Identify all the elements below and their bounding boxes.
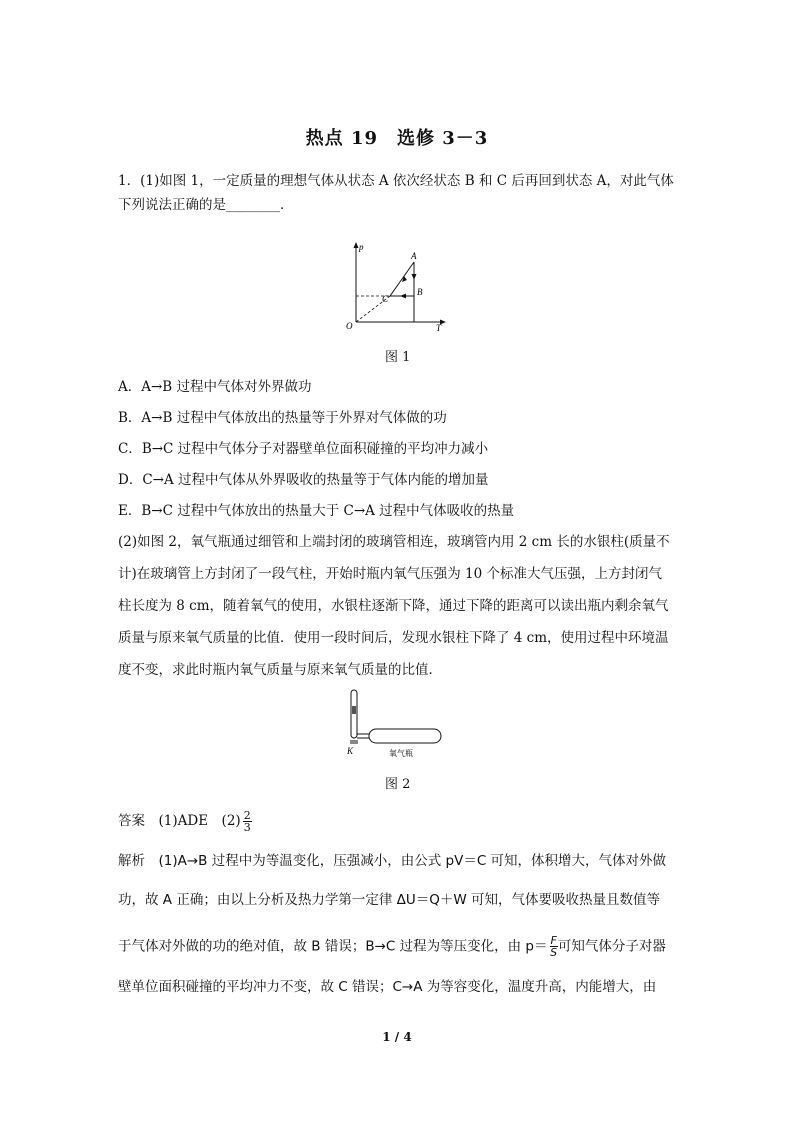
- page-title: 热点 19 选修 3－3: [305, 128, 489, 149]
- figure-2-caption: 图 2: [385, 777, 411, 792]
- figure-1-pt-diagram: [340, 240, 455, 332]
- label-o: O: [346, 321, 353, 331]
- question-line-1: 1．(1)如图 1，一定质量的理想气体从状态 A 依次经状态 B 和 C 后再回到状态 A，对此气体: [118, 173, 674, 189]
- p-axis-arrow: [354, 242, 359, 248]
- label-p: p: [359, 242, 364, 252]
- analysis-frac-den: S: [550, 946, 558, 959]
- page-number: 1 / 4: [382, 1030, 412, 1044]
- label-t: T: [436, 323, 442, 332]
- analysis-fraction: [550, 935, 558, 958]
- label-c: C: [382, 294, 389, 304]
- answer-line: [118, 810, 688, 833]
- line-c-to-a: [390, 262, 414, 296]
- analysis-line-4: 壁单位面积碰撞的平均冲力不变，故 C 错误；C→A 为等容变化，温度升高，内能增大，由: [118, 979, 657, 995]
- part2-line-2: 计)在玻璃管上方封闭了一段气柱，开始时瓶内氧气压强为 10 个标准大气压强，上方封闭气: [118, 566, 663, 582]
- answer-frac-num: 2: [243, 809, 251, 822]
- figure-1-caption: 图 1: [385, 350, 411, 365]
- label-b: B: [417, 287, 423, 297]
- arrow-a-b: [412, 274, 417, 280]
- question-line-2: 下列说法正确的是________．: [118, 197, 294, 213]
- label-a: A: [411, 251, 417, 261]
- answer-prefix: 答案 (1)ADE (2): [118, 813, 241, 829]
- answer-fraction: [243, 810, 252, 833]
- option-a: A．A→B 过程中气体对外界做功: [118, 379, 312, 395]
- arrow-b-c: [400, 294, 406, 299]
- label-k: K: [347, 746, 354, 756]
- analysis-line-3: [118, 935, 688, 958]
- part2-line-5: 度不变，求此时瓶内氧气质量与原来氧气质量的比值．: [118, 662, 442, 678]
- option-e: E．B→C 过程中气体放出的热量大于 C→A 过程中气体吸收的热量: [118, 503, 515, 519]
- part2-line-1: (2)如图 2，氧气瓶通过细管和上端封闭的玻璃管相连，玻璃管内用 2 cm 长的水银柱(质量不: [118, 534, 670, 550]
- analysis-line-1: 解析 (1)A→B 过程中为等温变化，压强减小，由公式 pV＝C 可知，体积增大，气体对外做: [118, 853, 667, 869]
- mercury-column: [352, 706, 356, 714]
- option-b: B．A→B 过程中气体放出的热量等于外界对气体做的功: [118, 410, 447, 426]
- analysis-line-3-post: 可知气体分子对器: [557, 938, 666, 955]
- analysis-line-2: 功，故 A 正确；由以上分析及热力学第一定律 ΔU＝Q＋W 可知，气体要吸收热量且数值等: [118, 892, 660, 908]
- analysis-frac-num: F: [550, 934, 557, 947]
- oxygen-bottle-shape: [369, 729, 441, 743]
- option-d: D．C→A 过程中气体从外界吸收的热量等于气体内能的增加量: [118, 472, 489, 488]
- part2-line-3: 柱长度为 8 cm，随着氧气的使用，水银柱逐渐下降，通过下降的距离可以读出瓶内剩余氧气: [118, 598, 669, 614]
- label-bottle: 氧气瓶: [389, 749, 413, 758]
- analysis-line-3-pre: 于气体对外做的功的绝对值，故 B 错误；B→C 过程为等压变化，由 p＝: [118, 938, 548, 955]
- arrow-c-a: [402, 276, 407, 282]
- answer-frac-den: 3: [243, 821, 251, 834]
- figure-2-oxygen-bottle: [345, 688, 445, 760]
- option-c: C．B→C 过程中气体分子对器壁单位面积碰撞的平均冲力减小: [118, 441, 489, 457]
- part2-line-4: 质量与原来氧气质量的比值．使用一段时间后，发现水银柱下降了 4 cm，使用过程中环境温: [118, 630, 669, 646]
